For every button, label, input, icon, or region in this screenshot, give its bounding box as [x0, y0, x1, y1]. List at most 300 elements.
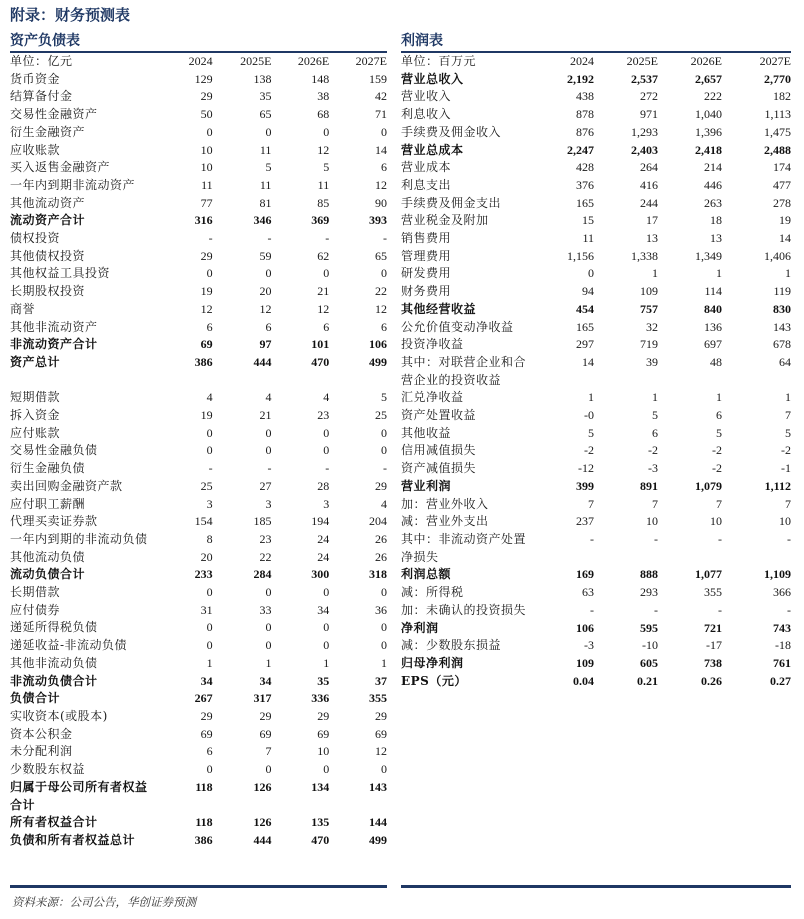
- bs-cell-value: 29: [259, 709, 272, 723]
- is-row-label: 加：营业外收入: [401, 496, 489, 511]
- bs-cell-value: 316: [194, 213, 213, 228]
- is-year-header: 2024: [570, 54, 594, 68]
- bs-row-label: 短期借款: [10, 390, 61, 405]
- bs-cell-value: 69: [200, 726, 213, 741]
- bs-row: [10, 319, 387, 337]
- bs-cell-value: 0: [206, 762, 213, 777]
- is-cell-value: 840: [704, 301, 722, 316]
- is-row: [401, 425, 791, 443]
- is-row-label: 其中：非流动资产处置净损失: [401, 531, 527, 564]
- bs-cell-value: 29: [200, 89, 213, 104]
- bs-year-header: 2027E: [355, 54, 387, 68]
- is-row: [401, 124, 791, 142]
- bs-row: [10, 230, 387, 248]
- is-cell-value: 272: [640, 89, 658, 104]
- is-row-label: 利润总额: [401, 567, 452, 582]
- bs-cell-value: 134: [311, 779, 330, 794]
- bs-cell-value: 118: [195, 815, 213, 830]
- bs-row: [10, 336, 387, 354]
- bs-row: [10, 832, 387, 850]
- is-cell-value: 237: [576, 514, 594, 529]
- bs-unit-label: 单位：亿元: [10, 54, 73, 68]
- bs-cell-value: 106: [369, 337, 387, 352]
- bs-cell-value: [329, 372, 387, 390]
- bs-row: [10, 743, 387, 761]
- bs-cell-value: -: [208, 461, 213, 476]
- is-year-header: 2025E: [626, 54, 658, 68]
- is-row: [401, 195, 791, 213]
- balance-sheet-table: [10, 53, 387, 850]
- is-row-label: 减：营业外支出: [401, 514, 489, 529]
- bs-cell-value: 0: [381, 585, 387, 600]
- bs-cell-value: 138: [253, 71, 272, 86]
- bs-cell-value: 12: [200, 301, 213, 316]
- bs-row: [10, 602, 387, 620]
- is-row-label: 管理费用: [401, 248, 452, 263]
- is-row: [401, 478, 791, 496]
- bs-cell-value: 0: [381, 266, 387, 281]
- bs-cell-value: 470: [311, 354, 330, 369]
- bs-row: [10, 619, 387, 637]
- bs-row: [10, 301, 387, 319]
- is-cell-value: 891: [640, 478, 658, 493]
- is-cell-value: 109: [640, 284, 658, 299]
- is-row: [401, 673, 791, 691]
- is-cell-value: 297: [576, 337, 594, 352]
- bs-row: [10, 478, 387, 496]
- bs-cell-value: 386: [194, 354, 213, 369]
- is-row-label: 手续费及佣金支出: [401, 195, 502, 210]
- bs-row-label: 少数股东权益: [10, 762, 86, 777]
- is-row-label: 其中：对联营企业和合营企业的投资收益: [401, 354, 527, 387]
- bs-cell-value: 6: [381, 319, 387, 334]
- bs-row: [10, 195, 387, 213]
- bs-row-label: 其他流动资产: [10, 195, 86, 210]
- is-cell-value: 1: [652, 266, 658, 281]
- bs-cell-value: 25: [200, 478, 213, 493]
- is-row: [401, 602, 791, 620]
- bs-cell-value: 5: [381, 390, 387, 405]
- is-cell-value: 10: [779, 514, 791, 529]
- is-cell-value: -18: [775, 638, 791, 653]
- bs-cell-value: 29: [317, 709, 330, 723]
- bs-cell-value: 129: [194, 71, 213, 86]
- is-cell-value: 1,156: [567, 248, 594, 263]
- is-cell-value: 1: [652, 390, 658, 405]
- bs-row-label: 代理买卖证券款: [10, 514, 98, 529]
- bs-row-label: 归属于母公司所有者权益合计: [10, 779, 148, 812]
- is-cell-value: 5: [785, 425, 791, 440]
- bs-cell-value: 0: [323, 443, 330, 458]
- bs-cell-value: 4: [381, 496, 387, 511]
- bs-cell-value: 81: [259, 195, 272, 210]
- bs-cell-value: 20: [200, 549, 213, 564]
- bs-cell-value: 29: [375, 709, 387, 723]
- bs-cell-value: 148: [311, 71, 330, 86]
- is-cell-value: 13: [710, 231, 722, 246]
- is-cell-value: 7: [588, 496, 594, 511]
- bs-cell-value: 6: [206, 319, 213, 334]
- bs-cell-value: 126: [253, 779, 272, 794]
- bs-cell-value: 4: [323, 390, 330, 405]
- is-row-label: 净利润: [401, 620, 439, 635]
- bs-cell-value: 29: [200, 248, 213, 263]
- is-cell-value: 1,396: [695, 124, 722, 139]
- is-cell-value: 182: [773, 89, 791, 104]
- bs-row-label: 非流动负债合计: [10, 673, 98, 688]
- is-cell-value: 366: [773, 585, 791, 600]
- is-cell-value: 1,112: [764, 478, 791, 493]
- is-row: [401, 460, 791, 478]
- bs-cell-value: 185: [253, 514, 272, 529]
- bs-cell-value: 10: [317, 744, 330, 759]
- is-cell-value: 7: [652, 496, 658, 511]
- is-cell-value: -2: [712, 443, 722, 458]
- is-unit-label: 单位：百万元: [401, 54, 477, 68]
- bs-cell-value: 69: [375, 726, 387, 741]
- is-cell-value: 5: [588, 425, 594, 440]
- is-cell-value: -10: [642, 638, 658, 653]
- is-cell-value: 2,247: [567, 142, 594, 157]
- bs-cell-value: -: [267, 461, 272, 476]
- is-cell-value: 106: [576, 620, 594, 635]
- bs-cell-value: 19: [200, 408, 213, 423]
- bs-cell-value: 284: [253, 567, 272, 582]
- is-row-label: 营业总成本: [401, 142, 464, 157]
- bs-cell-value: 0: [381, 425, 387, 440]
- bs-cell-value: 8: [206, 531, 213, 546]
- bs-cell-value: 6: [381, 160, 387, 175]
- is-cell-value: 697: [704, 337, 722, 352]
- bs-cell-value: 42: [375, 89, 387, 104]
- is-row: [401, 230, 791, 248]
- bs-row-label: 其他流动负债: [10, 549, 86, 564]
- bs-cell-value: 50: [200, 107, 213, 122]
- is-row-label: 营业利润: [401, 478, 452, 493]
- bs-row: [10, 814, 387, 832]
- bs-cell-value: 0: [206, 638, 213, 653]
- bs-row-label: 一年内到期的非流动负债: [10, 531, 148, 546]
- is-row: [401, 655, 791, 673]
- is-cell-value: 721: [704, 620, 722, 635]
- is-cell-value: 263: [704, 195, 722, 210]
- balance-sheet-title: 资产负债表: [10, 32, 387, 53]
- bs-cell-value: 0: [323, 266, 330, 281]
- bs-row-label: 应付职工薪酬: [10, 496, 86, 511]
- is-cell-value: 214: [704, 160, 722, 175]
- bs-row: [10, 265, 387, 283]
- is-cell-value: 17: [646, 213, 658, 228]
- is-cell-value: -: [718, 602, 722, 617]
- bs-row-label: 其他债权投资: [10, 248, 86, 263]
- bs-cell-value: 35: [259, 89, 272, 104]
- is-cell-value: 595: [640, 620, 658, 635]
- bs-cell-value: 23: [317, 408, 330, 423]
- is-cell-value: 2,418: [695, 142, 722, 157]
- bs-cell-value: -: [208, 231, 213, 246]
- bs-cell-value: 0: [206, 620, 213, 635]
- bs-cell-value: 12: [375, 177, 387, 192]
- bs-cell-value: 3: [206, 496, 213, 511]
- bs-cell-value: 0: [265, 585, 272, 600]
- bs-year-header: 2026E: [297, 54, 330, 68]
- income-statement-panel: [401, 32, 791, 690]
- is-row-label: 财务费用: [401, 284, 452, 299]
- is-row: [401, 531, 791, 566]
- bs-cell-value: 5: [323, 160, 330, 175]
- is-cell-value: -: [787, 602, 791, 617]
- bs-cell-value: 1: [265, 655, 272, 670]
- bs-cell-value: -: [267, 231, 272, 246]
- bs-row-label: 交易性金融资产: [10, 107, 98, 122]
- is-cell-value: 477: [773, 177, 791, 192]
- is-cell-value: 1,109: [764, 567, 791, 582]
- bs-cell-value: 0: [381, 443, 387, 458]
- source-note: 资料来源：公司公告，华创证券预测: [12, 895, 196, 909]
- bs-row: [10, 106, 387, 124]
- bs-cell-value: 36: [375, 602, 387, 617]
- bs-cell-value: 69: [317, 726, 330, 741]
- bs-cell-value: 7: [265, 744, 272, 759]
- bs-row: [10, 513, 387, 531]
- bs-cell-value: 0: [381, 638, 387, 653]
- bs-row-label: 买入返售金融资产: [10, 160, 111, 175]
- bs-cell-value: -: [325, 461, 330, 476]
- bs-cell-value: 118: [195, 779, 213, 794]
- bs-cell-value: 59: [259, 248, 272, 263]
- bs-row: [10, 71, 387, 89]
- bs-row: [10, 177, 387, 195]
- bs-cell-value: 336: [311, 691, 330, 706]
- is-row-label: 其他收益: [401, 425, 452, 440]
- bs-cell-value: 0: [323, 585, 330, 600]
- bs-cell-value: 143: [369, 779, 387, 794]
- is-cell-value: -3: [584, 638, 594, 653]
- is-row: [401, 566, 791, 584]
- is-row: [401, 301, 791, 319]
- is-cell-value: 743: [773, 620, 791, 635]
- bs-cell-value: 11: [317, 177, 330, 192]
- bs-row-label: 所有者权益合计: [10, 815, 98, 830]
- is-cell-value: 876: [576, 124, 594, 139]
- bs-cell-value: 0: [265, 620, 272, 635]
- bs-cell-value: 68: [317, 107, 330, 122]
- bs-cell-value: 355: [369, 691, 387, 706]
- is-cell-value: 174: [773, 160, 791, 175]
- bs-row: [10, 354, 387, 372]
- bs-row: [10, 142, 387, 160]
- bs-row-label: 应收账款: [10, 142, 61, 157]
- bs-row: [10, 655, 387, 673]
- income-statement-table: [401, 53, 791, 690]
- is-cell-value: 416: [640, 177, 658, 192]
- balance-sheet-panel: [10, 32, 387, 850]
- is-cell-value: 264: [640, 160, 658, 175]
- is-row: [401, 637, 791, 655]
- is-cell-value: 169: [576, 567, 594, 582]
- is-cell-value: 878: [576, 107, 594, 122]
- is-row-label: 归母净利润: [401, 655, 464, 670]
- page-title: 附录：财务预测表: [10, 6, 131, 24]
- bs-row-label: 流动资产合计: [10, 213, 86, 228]
- bs-cell-value: 26: [375, 549, 387, 564]
- is-row: [401, 407, 791, 425]
- bs-cell-value: 267: [194, 691, 213, 706]
- bs-cell-value: 11: [201, 177, 213, 192]
- bs-cell-value: 37: [375, 673, 387, 688]
- bs-row-label: 债权投资: [10, 231, 61, 246]
- bs-cell-value: 77: [200, 195, 213, 210]
- is-row: [401, 319, 791, 337]
- bs-row-label: 衍生金融负债: [10, 461, 86, 476]
- bs-row-label: 负债合计: [10, 691, 61, 706]
- bs-cell-value: 12: [317, 142, 330, 157]
- is-cell-value: -: [787, 531, 791, 546]
- is-row-label: 营业总收入: [401, 71, 464, 86]
- bs-row-label: 其他非流动负债: [10, 655, 98, 670]
- bs-cell-value: 0: [323, 620, 330, 635]
- bs-cell-value: 0: [206, 443, 213, 458]
- is-cell-value: 757: [640, 301, 658, 316]
- is-cell-value: 0.21: [637, 673, 658, 688]
- bs-row-label: 递延收益-非流动负债: [10, 638, 128, 653]
- bs-cell-value: 11: [259, 142, 272, 157]
- is-header-row: [401, 53, 791, 71]
- bs-cell-value: 0: [381, 124, 387, 139]
- is-cell-value: 2,657: [695, 71, 722, 86]
- bs-row-label: [10, 372, 160, 390]
- is-cell-value: 0: [588, 266, 594, 281]
- bs-cell-value: 0: [206, 585, 213, 600]
- is-cell-value: -12: [578, 461, 594, 476]
- is-row-label: 资产减值损失: [401, 461, 477, 476]
- is-row-label: 加：未确认的投资损失: [401, 602, 527, 617]
- bs-cell-value: 22: [259, 549, 272, 564]
- bs-cell-value: 0: [265, 638, 272, 653]
- is-cell-value: -3: [648, 461, 658, 476]
- bs-cell-value: 27: [259, 478, 272, 493]
- bs-cell-value: 12: [317, 301, 330, 316]
- bs-cell-value: 0: [323, 762, 330, 777]
- is-cell-value: 355: [704, 585, 722, 600]
- bs-cell-value: 194: [311, 514, 330, 529]
- is-row-label: 汇兑净收益: [401, 390, 464, 405]
- is-row-label: 手续费及佣金收入: [401, 124, 502, 139]
- is-cell-value: -: [654, 531, 658, 546]
- is-row: [401, 71, 791, 89]
- is-cell-value: 1,040: [695, 107, 722, 122]
- is-cell-value: 2,770: [764, 71, 791, 86]
- bs-cell-value: 23: [259, 531, 272, 546]
- bs-cell-value: -: [383, 461, 387, 476]
- bs-row-label: 一年内到期非流动资产: [10, 177, 136, 192]
- bs-cell-value: 0: [206, 266, 213, 281]
- bs-row-label: 长期股权投资: [10, 284, 86, 299]
- bs-cell-value: 318: [369, 567, 387, 582]
- bs-row: [10, 726, 387, 744]
- bs-cell-value: 4: [265, 390, 272, 405]
- bs-cell-value: 19: [200, 284, 213, 299]
- bs-cell-value: 0: [381, 762, 387, 777]
- bs-row-label: 递延所得税负债: [10, 620, 98, 635]
- bs-cell-value: -: [325, 231, 330, 246]
- bs-row-label: 非流动资产合计: [10, 337, 98, 352]
- bs-cell-value: 12: [375, 744, 387, 759]
- is-cell-value: 119: [773, 284, 791, 299]
- is-cell-value: 14: [779, 231, 791, 246]
- bs-cell-value: -: [383, 231, 387, 246]
- bs-cell-value: 4: [206, 390, 213, 405]
- is-cell-value: 48: [710, 354, 722, 369]
- bs-cell-value: 10: [200, 142, 213, 157]
- is-cell-value: 0.26: [701, 673, 722, 688]
- bs-cell-value: 20: [259, 284, 272, 299]
- bs-cell-value: 24: [317, 549, 330, 564]
- bs-cell-value: [213, 372, 272, 390]
- is-cell-value: -: [718, 531, 722, 546]
- is-row-label: 销售费用: [401, 231, 452, 246]
- bs-cell-value: 34: [317, 602, 330, 617]
- bs-cell-value: 22: [375, 284, 387, 299]
- is-cell-value: 6: [652, 425, 658, 440]
- bs-row-label: 负债和所有者权益总计: [10, 832, 136, 847]
- bs-cell-value: 470: [311, 832, 330, 847]
- is-cell-value: 1: [716, 390, 722, 405]
- bs-row: [10, 690, 387, 708]
- bs-cell-value: 25: [375, 408, 387, 423]
- is-cell-value: 39: [646, 354, 658, 369]
- bs-cell-value: 154: [194, 514, 213, 529]
- is-cell-value: 1: [588, 390, 594, 405]
- is-cell-value: 14: [582, 354, 594, 369]
- is-cell-value: 605: [640, 655, 658, 670]
- is-row: [401, 159, 791, 177]
- is-cell-value: 5: [652, 408, 658, 423]
- bs-cell-value: 204: [369, 514, 387, 529]
- bs-cell-value: 11: [259, 177, 272, 192]
- is-cell-value: 971: [640, 107, 658, 122]
- bs-cell-value: 101: [311, 337, 330, 352]
- bs-cell-value: [160, 372, 213, 390]
- bs-row: [10, 159, 387, 177]
- bs-cell-value: 14: [375, 142, 387, 157]
- bs-cell-value: 346: [253, 213, 272, 228]
- bs-row: [10, 425, 387, 443]
- bs-cell-value: 6: [265, 319, 272, 334]
- is-cell-value: 293: [640, 585, 658, 600]
- bs-cell-value: 10: [200, 160, 213, 175]
- bs-row-label: 流动负债合计: [10, 567, 86, 582]
- bs-cell-value: 69: [259, 726, 272, 741]
- bs-cell-value: 159: [369, 71, 387, 86]
- bs-cell-value: 233: [194, 567, 213, 582]
- is-row: [401, 584, 791, 602]
- is-cell-value: -2: [648, 443, 658, 458]
- bs-year-header: 2025E: [240, 54, 272, 68]
- bs-cell-value: 499: [369, 354, 387, 369]
- is-cell-value: 109: [576, 655, 594, 670]
- bs-cell-value: 34: [200, 673, 213, 688]
- bs-cell-value: 317: [253, 691, 272, 706]
- is-cell-value: -17: [706, 638, 722, 653]
- is-cell-value: 1: [785, 266, 791, 281]
- is-cell-value: 446: [704, 177, 722, 192]
- is-cell-value: 1,077: [695, 567, 722, 582]
- bs-row: [10, 549, 387, 567]
- bottom-rule-left: [10, 885, 387, 888]
- is-row-label: 营业税金及附加: [401, 213, 489, 228]
- bs-cell-value: 71: [375, 107, 387, 122]
